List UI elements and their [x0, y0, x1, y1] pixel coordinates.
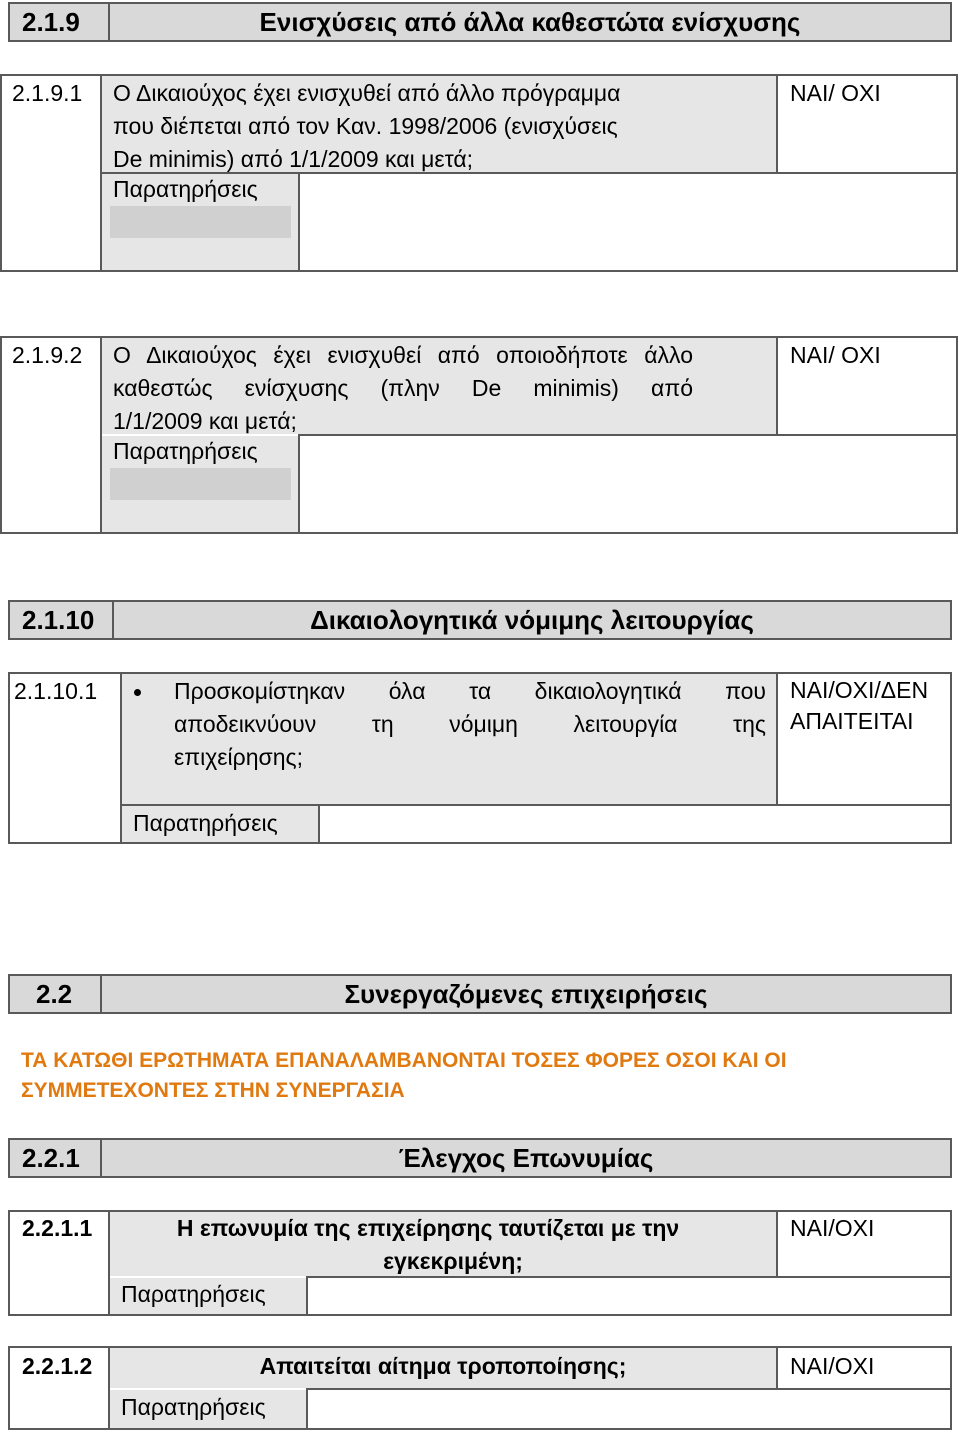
- question-text: [113, 77, 673, 176]
- section-number: 2.1.9: [10, 4, 110, 40]
- question-text-line: 1/1/2009 και μετά;: [113, 408, 297, 434]
- section-header-2-1-9: [8, 2, 952, 42]
- question-text: [174, 675, 766, 774]
- question-text: [110, 1212, 776, 1278]
- remarks-label: Παρατηρήσεις: [133, 810, 278, 836]
- question-number: 2.2.1.2: [22, 1353, 93, 1379]
- remarks-label: Παρατηρήσεις: [113, 176, 258, 202]
- section-number: 2.1.10: [10, 602, 114, 638]
- question-text-line: επιχείρησης;: [174, 744, 304, 770]
- question-text-line: Ο Δικαιούχος έχει ενισχυθεί από άλλο πρόγραμμα: [113, 80, 621, 106]
- question-number: 2.1.10.1: [14, 678, 98, 704]
- question-number: 2.2.1.1: [22, 1215, 93, 1241]
- remarks-field-placeholder: [110, 468, 291, 500]
- answer-line: ΝΑΙ/ΟΧΙ/ΔΕΝ: [790, 677, 929, 703]
- section-title: Δικαιολογητικά νόμιμης λειτουργίας: [310, 604, 754, 635]
- question-text: [113, 339, 693, 438]
- question-text-line: καθεστώς ενίσχυσης (πλην De minimis) από: [113, 375, 693, 401]
- question-number: 2.1.9.2: [12, 342, 83, 368]
- answer-line: ΑΠΑΙΤΕΙΤΑΙ: [790, 708, 914, 734]
- question-text-line: εγκεκριμένη;: [383, 1248, 523, 1274]
- bullet-icon: [134, 689, 141, 696]
- question-text: Απαιτείται αίτημα τροποποίησης;: [259, 1353, 627, 1379]
- question-text-line: De minimis) από 1/1/2009 και μετά;: [113, 146, 474, 172]
- question-number: 2.1.9.1: [12, 80, 83, 106]
- answer-options[interactable]: ΝΑΙ/ ΟΧΙ: [790, 80, 881, 106]
- answer-options[interactable]: ΝΑΙ/ΟΧΙ: [790, 1215, 875, 1241]
- section-header-2-2-1: [8, 1138, 952, 1178]
- section-header-2-2: [8, 974, 952, 1014]
- repeat-note: [21, 1046, 787, 1106]
- note-line: ΣΥΜΜΕΤΕΧΟΝΤΕΣ ΣΤΗΝ ΣΥΝΕΡΓΑΣΙΑ: [21, 1079, 405, 1102]
- section-title: Συνεργαζόμενες επιχειρήσεις: [344, 978, 708, 1009]
- note-line: ΤΑ ΚΑΤΩΘΙ ΕΡΩΤΗΜΑΤΑ ΕΠΑΝΑΛΑΜΒΑΝΟΝΤΑΙ ΤΟΣΕΣ ΦΟΡΕΣ ΟΣΟΙ ΚΑΙ ΟΙ: [21, 1049, 787, 1072]
- answer-options[interactable]: ΝΑΙ/ΟΧΙ: [790, 1353, 875, 1379]
- section-header-2-1-10: [8, 600, 952, 640]
- section-title: Έλεγχος Επωνυμίας: [398, 1142, 654, 1173]
- section-number: 2.2: [10, 976, 102, 1012]
- remarks-label: Παρατηρήσεις: [121, 1394, 266, 1420]
- section-number: 2.2.1: [10, 1140, 102, 1176]
- question-text-line: αποδεικνύουν τη νόμιμη λειτουργία της: [174, 711, 766, 737]
- question-text-line: που διέπεται από τον Καν. 1998/2006 (ενισχύσεις: [113, 113, 618, 139]
- answer-options[interactable]: ΝΑΙ/ ΟΧΙ: [790, 342, 881, 368]
- question-text-line: Ο Δικαιούχος έχει ενισχυθεί από οποιοδήποτε άλλο: [113, 342, 693, 368]
- remarks-field-placeholder: [110, 206, 291, 238]
- question-text-line: Προσκομίστηκαν όλα τα δικαιολογητικά που: [174, 678, 766, 704]
- answer-options[interactable]: [790, 675, 928, 737]
- remarks-label: Παρατηρήσεις: [121, 1281, 266, 1307]
- section-title: Ενισχύσεις από άλλα καθεστώτα ενίσχυσης: [259, 6, 801, 37]
- question-text-line: Η επωνυμία της επιχείρησης ταυτίζεται με την: [176, 1215, 680, 1241]
- remarks-label: Παρατηρήσεις: [113, 438, 258, 464]
